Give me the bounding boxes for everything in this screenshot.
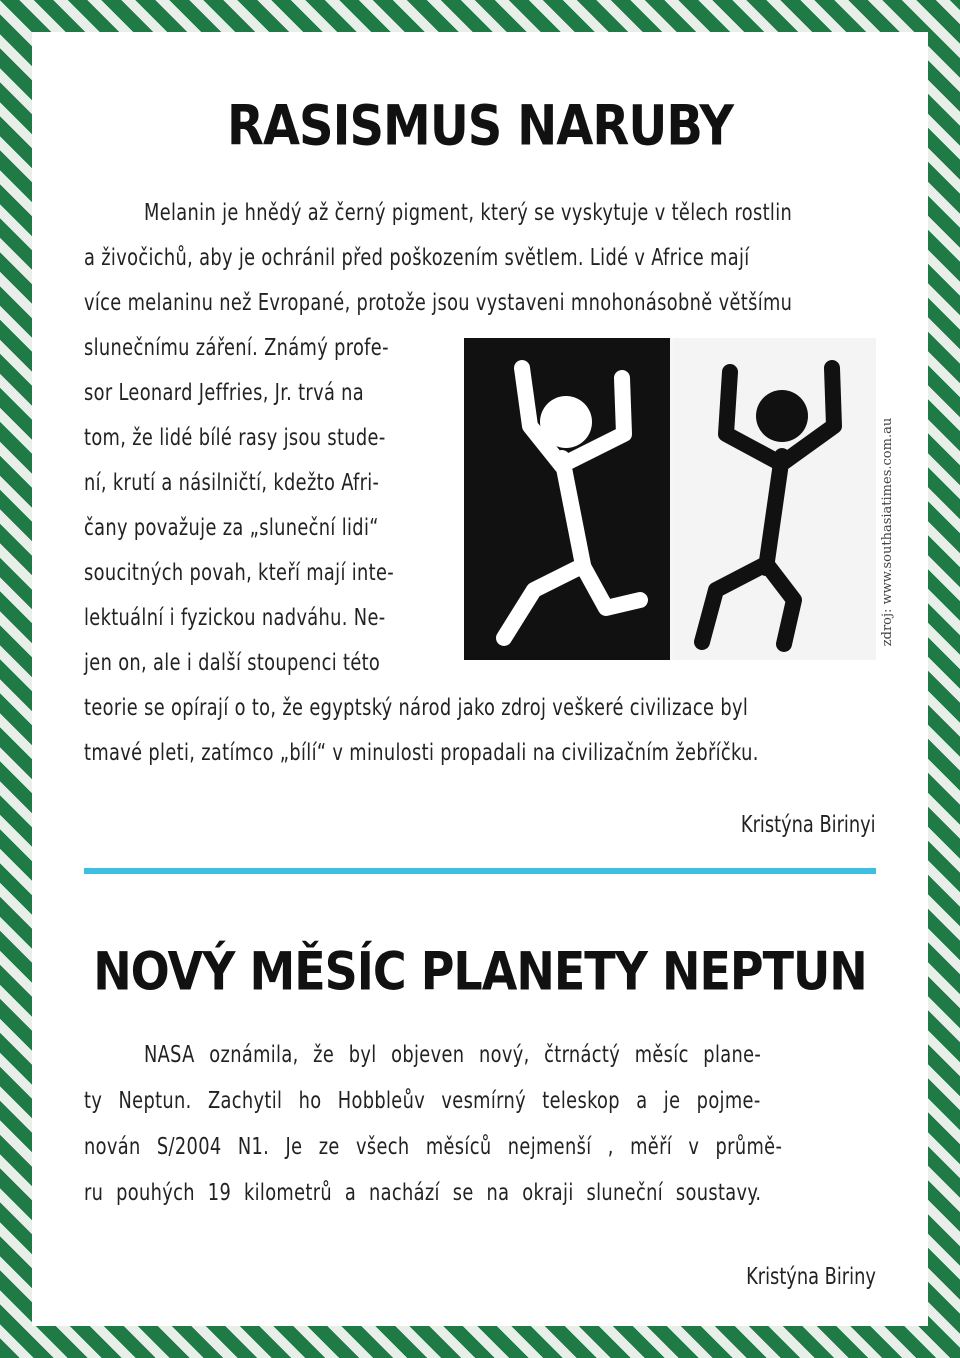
article-1-line: teorie se opírají o to, že egyptský národ jako zdroj veškeré civilizace byl <box>84 695 749 721</box>
section-divider <box>84 868 876 874</box>
article-1-title: RASISMUS NARUBY <box>226 93 734 159</box>
article-1-line: Melanin je hnědý až černý pigment, který se vyskytuje v tělech rostlin <box>144 200 793 226</box>
stick-figures-image <box>464 338 876 660</box>
page <box>32 32 928 1326</box>
article-2-title: NOVÝ MĚSÍC PLANETY NEPTUN <box>93 939 867 1003</box>
article-2-line: nován S/2004 N1. Je ze všech měsíců nejmenší , měří v průmě- <box>84 1134 783 1160</box>
article-2-line: NASA oznámila, že byl objeven nový, čtrnáctý měsíc plane- <box>144 1042 762 1068</box>
article-1-line: slunečnímu záření. Známý profe- <box>84 335 389 361</box>
article-2-author: Kristýna Biriny <box>746 1264 876 1290</box>
article-2-line: ru pouhých 19 kilometrů a nachází se na okraji sluneční soustavy. <box>84 1180 762 1206</box>
article-1-line: sor Leonard Jeffries, Jr. trvá na <box>84 380 365 406</box>
article-1-line: soucitných povah, kteří mají inte- <box>84 560 395 586</box>
image-credit <box>880 417 895 647</box>
article-1-line: čany považuje za „sluneční lidi“ <box>84 515 379 541</box>
article-1-line: lektuální i fyzickou nadváhu. Ne- <box>84 605 386 631</box>
article-1-author: Kristýna Birinyi <box>741 812 876 838</box>
stick-figures-illustration <box>464 338 876 660</box>
image-credit-text: zdroj: www.southasiatimes.com.au <box>880 417 895 647</box>
article-1-line: ní, krutí a násilničtí, kdežto Afri- <box>84 470 380 496</box>
article-1-line: tmavé pleti, zatímco „bílí“ v minulosti propadali na civilizačním žebříčku. <box>84 740 759 766</box>
article-1-line: více melaninu než Evropané, protože jsou vystaveni mnohonásobně většímu <box>84 290 793 316</box>
article-1-line: tom, že lidé bílé rasy jsou stude- <box>84 425 386 451</box>
article-2-line: ty Neptun. Zachytil ho Hobbleův vesmírný teleskop a je pojme- <box>84 1088 761 1114</box>
white-figure-head <box>540 396 592 448</box>
black-figure-head <box>756 390 808 442</box>
article-1-line: jen on, ale i další stoupenci této <box>84 650 381 676</box>
article-1-line: a živočichů, aby je ochránil před poškozením světlem. Lidé v Africe mají <box>84 245 750 271</box>
